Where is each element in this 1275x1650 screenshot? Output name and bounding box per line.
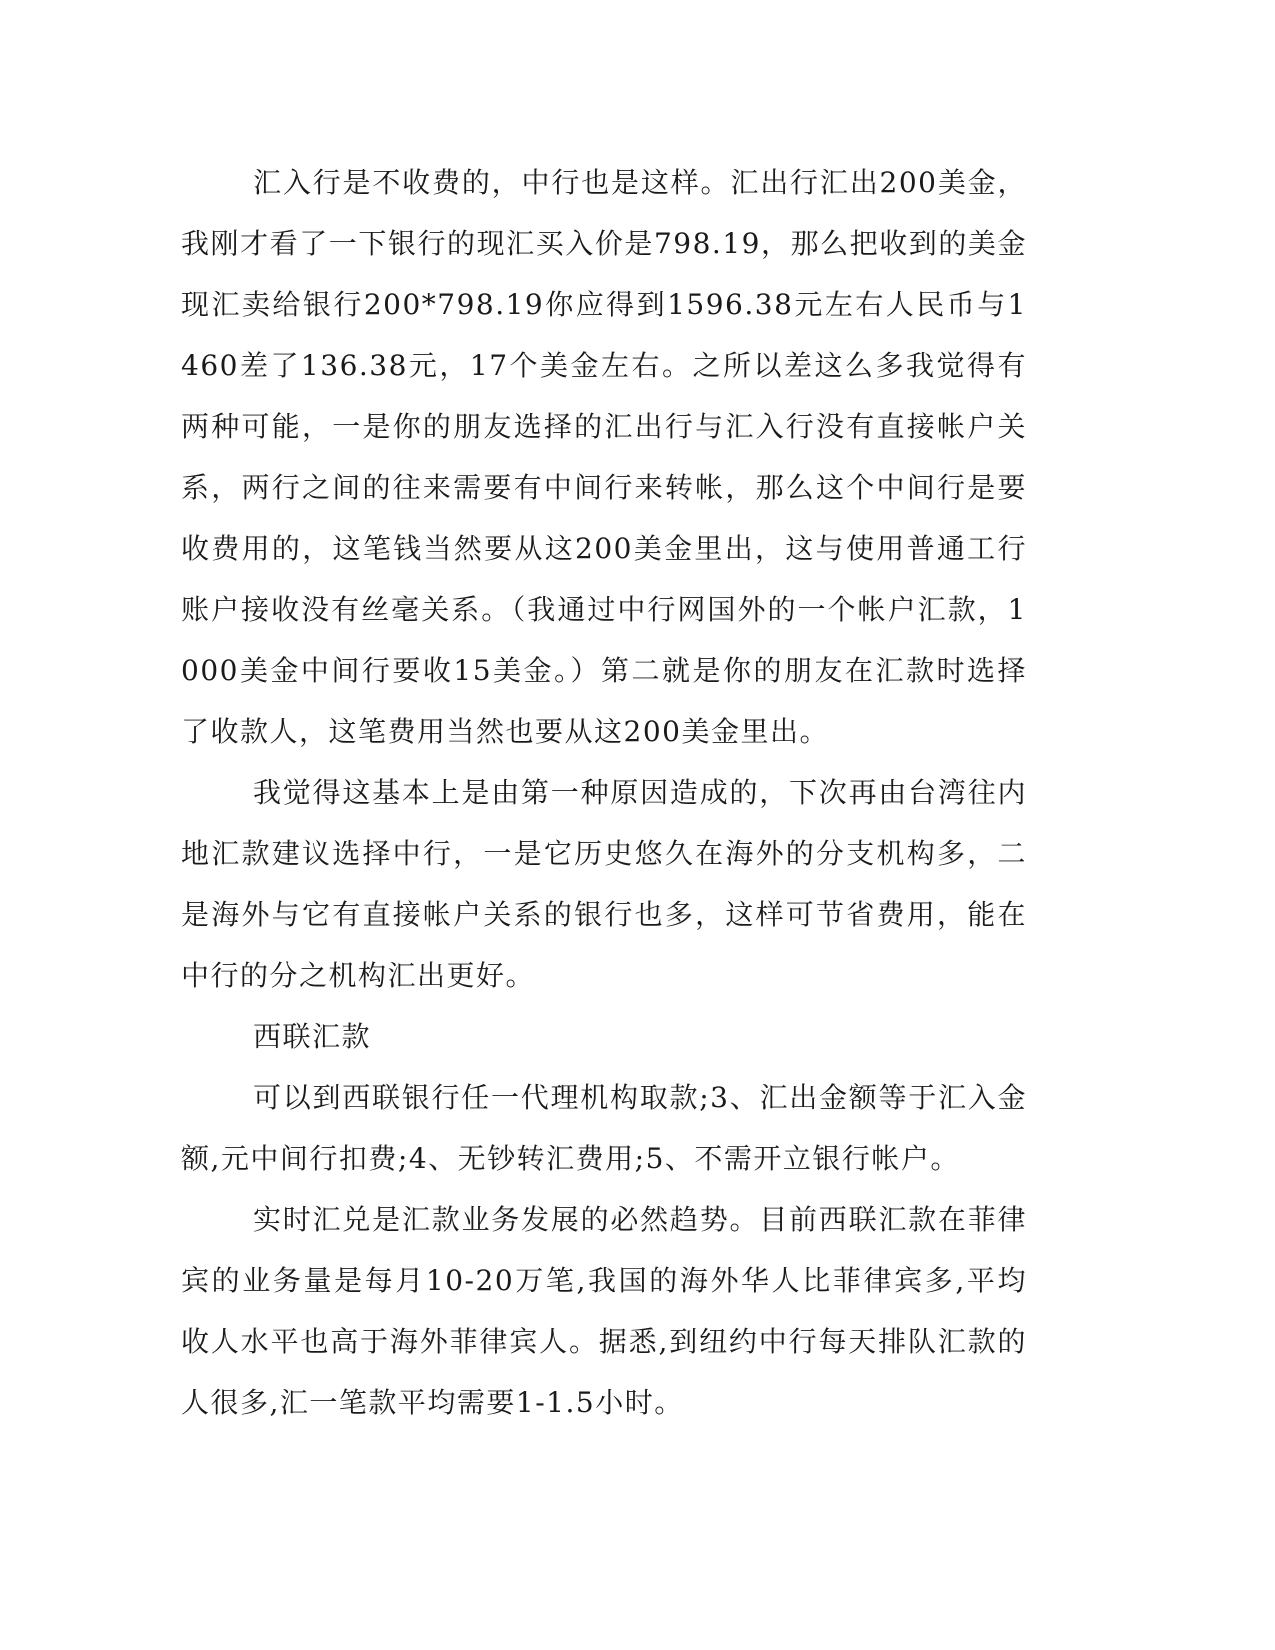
section-heading-western-union: 西联汇款 — [253, 1020, 372, 1053]
document-page — [181, 152, 1027, 1512]
paragraph-realtime-remittance: 实时汇兑是汇款业务发展的必然趋势。目前西联汇款在菲律宾的业务量是每月10-20万笔,我国的海外华人比菲律宾多,平均收人水平也高于海外菲律宾人。据悉,到纽约中行每天排队汇款的人很多,汇一笔款平均需要1-1.5小时。 — [181, 1203, 1027, 1419]
paragraph-remittance-fees: 汇入行是不收费的，中行也是这样。汇出行汇出200美金，我刚才看了一下银行的现汇买入价是798.19，那么把收到的美金现汇卖给银行200*798.19你应得到1596.38元左右人民币与1460差了136.38元，17个美金左右。之所以差这么多我觉得有两种可能，一是你的朋友选择的汇出行与汇入行没有直接帐户关系，两行之间的往来需要有中间行来转帐，那么这个中间行是要收费用的，这笔钱当然要从这200美金里出，这与使用普通工行账户接收没有丝毫关系。（我通过中行网国外的一个帐户汇款，1000美金中间行要收15美金。）第二就是你的朋友在汇款时选择了收款人，这笔费用当然也要从这200美金里出。 — [181, 166, 1027, 748]
paragraph-western-union-features: 可以到西联银行任一代理机构取款;3、汇出金额等于汇入金额,元中间行扣费;4、无钞转汇费用;5、不需开立银行帐户。 — [181, 1081, 1027, 1175]
paragraph-recommendation: 我觉得这基本上是由第一种原因造成的，下次再由台湾往内地汇款建议选择中行，一是它历史悠久在海外的分支机构多，二是海外与它有直接帐户关系的银行也多，这样可节省费用，能在中行的分之机构汇出更好。 — [181, 776, 1027, 992]
